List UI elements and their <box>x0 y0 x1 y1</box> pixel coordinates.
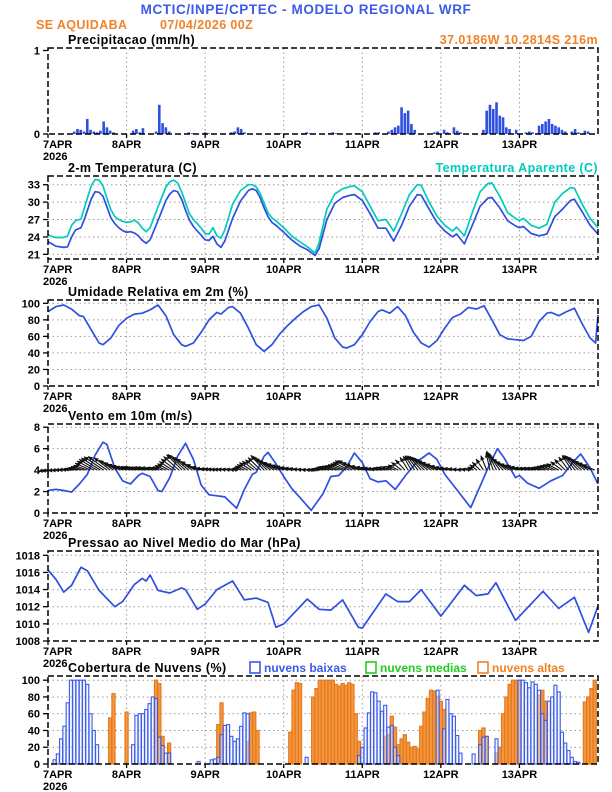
low-cloud-bar <box>394 747 397 764</box>
low-cloud-bar <box>541 714 544 764</box>
low-cloud-bar <box>377 701 380 764</box>
high-cloud-bar <box>583 702 586 764</box>
precip-bar <box>155 131 158 134</box>
low-cloud-bar <box>63 726 66 764</box>
precip-bar <box>495 102 498 134</box>
run-datetime: 07/04/2026 00Z <box>160 18 254 32</box>
low-cloud-bar <box>246 714 249 764</box>
low-cloud-bar <box>76 680 79 764</box>
low-cloud-bar <box>358 756 361 764</box>
y-tick-label: 20 <box>27 742 40 755</box>
high-cloud-bar <box>315 689 318 764</box>
x-tick-label: 10APR <box>265 391 302 403</box>
low-cloud-bar <box>73 680 76 764</box>
precip-bar <box>544 121 547 134</box>
high-cloud-bar <box>328 680 331 764</box>
high-cloud-bar <box>292 690 295 764</box>
high-cloud-bar <box>298 684 301 764</box>
low-cloud-bar <box>380 711 383 764</box>
y-tick-label: 20 <box>27 364 40 377</box>
precip-bar <box>86 119 89 134</box>
low-cloud-bar <box>518 680 521 764</box>
high-cloud-bar <box>295 683 298 764</box>
x-tick-label: 9APR <box>190 769 220 781</box>
precip-bar <box>554 126 557 134</box>
high-cloud-bar <box>511 680 514 764</box>
low-cloud-bar <box>564 743 567 764</box>
x-axis-year-label: 2026 <box>43 151 68 163</box>
low-cloud-bar <box>148 704 151 764</box>
low-cloud-bar <box>96 745 99 764</box>
legend-swatch-mid-clouds <box>366 662 376 673</box>
x-tick-label: 12APR <box>423 264 459 276</box>
high-cloud-bar <box>354 714 357 764</box>
x-tick-label: 8APR <box>111 264 142 276</box>
high-cloud-bar <box>344 685 347 764</box>
high-cloud-bar <box>433 691 436 764</box>
precip-bar <box>538 126 541 134</box>
low-cloud-bar <box>521 680 524 764</box>
precip-bar <box>109 131 112 134</box>
precip-bar <box>489 105 492 134</box>
precip-bar <box>508 129 511 134</box>
precip-bar <box>498 116 501 134</box>
high-cloud-bar <box>407 742 410 764</box>
precip-bar <box>158 105 161 134</box>
x-tick-label: 11APR <box>344 518 380 530</box>
low-cloud-bar <box>60 739 63 764</box>
low-cloud-bar <box>145 710 148 764</box>
y-tick-label: 1014 <box>15 584 40 597</box>
precip-bar <box>191 133 194 134</box>
low-cloud-bar <box>132 745 135 764</box>
high-cloud-bar <box>593 680 596 764</box>
x-tick-label: 11APR <box>344 139 380 151</box>
precip-bar <box>485 111 488 134</box>
high-cloud-bar <box>416 749 419 764</box>
low-cloud-bar <box>367 713 370 764</box>
precip-bar <box>548 119 551 134</box>
x-tick-label: 7APR <box>43 769 73 781</box>
low-cloud-bar <box>472 754 475 764</box>
x-tick-label: 9APR <box>190 139 220 151</box>
high-cloud-bar <box>348 683 351 764</box>
low-cloud-bar <box>570 757 573 764</box>
precip-bar <box>394 127 397 134</box>
low-cloud-bar <box>151 697 154 764</box>
legend-label-low-clouds: nuvens baixas <box>264 661 347 675</box>
high-cloud-bar <box>508 684 511 764</box>
precip-bar <box>240 129 243 134</box>
y-tick-label: 60 <box>27 708 40 721</box>
clouds-title: Cobertura de Nuvens (%) <box>68 661 227 675</box>
high-cloud-bar <box>429 690 432 764</box>
low-cloud-bar <box>544 720 547 764</box>
station-name: SE AQUIDABA <box>36 18 128 32</box>
y-tick-label: 21 <box>27 249 40 262</box>
high-cloud-bar <box>423 712 426 764</box>
low-cloud-bar <box>243 713 246 764</box>
x-tick-label: 10APR <box>265 264 302 276</box>
high-cloud-bar <box>289 732 292 764</box>
low-cloud-bar <box>547 701 550 764</box>
x-tick-label: 9APR <box>190 518 220 530</box>
x-axis-year-label: 2026 <box>43 658 68 670</box>
y-tick-label: 100 <box>21 675 40 688</box>
x-tick-label: 9APR <box>190 646 220 658</box>
high-cloud-bar <box>439 701 442 764</box>
pressure-title: Pressao ao Nivel Medio do Mar (hPa) <box>68 536 301 550</box>
y-tick-label: 33 <box>27 179 40 192</box>
precip-bar <box>492 109 495 134</box>
y-tick-label: 0 <box>33 129 40 141</box>
humidity-title: Umidade Relativa em 2m (%) <box>68 285 249 299</box>
x-tick-label: 7APR <box>43 391 73 403</box>
y-tick-label: 100 <box>21 298 40 311</box>
high-cloud-bar <box>587 697 590 764</box>
high-cloud-bar <box>505 697 508 764</box>
x-tick-label: 13APR <box>501 518 538 530</box>
precip-bar <box>135 129 138 134</box>
high-cloud-bar <box>341 684 344 764</box>
low-cloud-bar <box>233 741 236 764</box>
low-cloud-bar <box>83 680 86 764</box>
low-cloud-bar <box>436 690 439 764</box>
high-cloud-bar <box>501 714 504 764</box>
high-cloud-bar <box>351 684 354 764</box>
precip-bar <box>577 132 580 134</box>
panel-frame <box>48 551 598 641</box>
low-cloud-bar <box>89 714 92 764</box>
x-tick-label: 10APR <box>265 139 302 151</box>
y-tick-label: 1018 <box>15 550 40 563</box>
y-tick-label: 1016 <box>15 567 40 580</box>
x-tick-label: 7APR <box>43 139 73 151</box>
x-tick-label: 11APR <box>344 646 380 658</box>
low-cloud-bar <box>236 739 239 764</box>
low-cloud-bar <box>449 714 452 764</box>
x-tick-label: 10APR <box>265 518 302 530</box>
y-tick-label: 30 <box>27 197 40 210</box>
x-tick-label: 8APR <box>111 518 142 530</box>
y-tick-label: 8 <box>33 422 40 435</box>
y-tick-label: 1012 <box>15 601 40 614</box>
precip-bar <box>541 124 544 134</box>
x-tick-label: 8APR <box>111 646 142 658</box>
x-tick-label: 7APR <box>43 646 73 658</box>
y-tick-label: 24 <box>27 231 40 244</box>
high-cloud-bar <box>325 680 328 764</box>
y-tick-label: 4 <box>33 465 40 478</box>
low-cloud-bar <box>479 745 482 764</box>
low-cloud-bar <box>384 705 387 764</box>
low-cloud-bar <box>135 715 138 764</box>
precip-bar <box>142 128 145 134</box>
precip-bar <box>102 121 105 134</box>
high-cloud-bar <box>249 713 252 764</box>
x-tick-label: 9APR <box>190 264 220 276</box>
low-cloud-bar <box>456 736 459 764</box>
low-cloud-bar <box>554 685 557 764</box>
wind-panel <box>34 422 598 542</box>
high-cloud-bar <box>125 712 128 764</box>
precip-bar <box>397 126 400 134</box>
low-cloud-bar <box>397 756 400 764</box>
x-tick-label: 11APR <box>344 391 380 403</box>
x-axis-year-label: 2026 <box>43 530 68 542</box>
low-cloud-bar <box>69 680 72 764</box>
high-cloud-bar <box>256 730 259 764</box>
low-cloud-bar <box>364 728 367 764</box>
panel-frame <box>48 48 598 134</box>
high-cloud-bar <box>400 739 403 764</box>
low-cloud-bar <box>387 727 390 764</box>
high-cloud-bar <box>403 735 406 764</box>
high-cloud-bar <box>420 726 423 764</box>
low-cloud-bar <box>164 753 167 764</box>
y-tick-label: 6 <box>33 443 40 456</box>
precip-bar <box>106 127 109 134</box>
low-cloud-bar <box>210 760 213 764</box>
low-cloud-bar <box>217 757 220 764</box>
high-cloud-bar <box>338 686 341 764</box>
low-cloud-bar <box>161 746 164 764</box>
precip-bar <box>410 124 413 134</box>
x-tick-label: 8APR <box>111 769 142 781</box>
y-tick-label: 60 <box>27 331 40 344</box>
low-cloud-bar <box>158 737 161 764</box>
low-cloud-bar <box>305 757 308 764</box>
low-cloud-bar <box>524 683 527 764</box>
precip-bar <box>433 132 436 134</box>
pressure-panel <box>16 550 598 670</box>
low-cloud-bar <box>495 739 498 764</box>
precip-bar <box>73 131 76 134</box>
y-tick-label: 27 <box>27 214 40 227</box>
wind-title: Vento em 10m (m/s) <box>68 409 193 423</box>
umidade-relativa-em-2m-line <box>48 305 598 351</box>
precip-bar <box>453 127 456 134</box>
low-cloud-bar <box>79 680 82 764</box>
x-tick-label: 13APR <box>501 391 538 403</box>
precip-bar <box>161 123 164 134</box>
precip-bar <box>165 127 168 134</box>
precip-bar <box>502 117 505 134</box>
low-cloud-bar <box>220 735 223 764</box>
y-tick-label: 0 <box>33 381 40 393</box>
low-cloud-bar <box>213 759 216 764</box>
pressao-ao-nivel-medio-do-mar-line <box>48 567 598 632</box>
high-cloud-bar <box>318 680 321 764</box>
x-tick-label: 12APR <box>423 139 459 151</box>
high-cloud-bar <box>321 680 324 764</box>
legend-label-mid-clouds: nuvens medias <box>380 661 467 675</box>
high-cloud-bar <box>334 684 337 764</box>
x-tick-label: 13APR <box>501 646 538 658</box>
low-cloud-bar <box>155 699 158 764</box>
legend-swatch-low-clouds <box>250 662 260 673</box>
low-cloud-bar <box>56 754 59 764</box>
low-cloud-bar <box>485 736 488 764</box>
y-tick-label: 40 <box>27 347 40 360</box>
x-axis-year-label: 2026 <box>43 781 68 792</box>
low-cloud-bar <box>227 725 230 764</box>
y-tick-label: 40 <box>27 725 40 738</box>
precip-bar <box>83 131 86 134</box>
high-cloud-bar <box>590 689 593 764</box>
page-title: MCTIC/INPE/CPTEC - MODELO REGIONAL WRF <box>140 2 472 17</box>
low-cloud-bar <box>459 753 462 764</box>
low-cloud-bar <box>551 697 554 764</box>
high-cloud-bar <box>109 718 112 764</box>
high-cloud-bar <box>312 697 315 764</box>
low-cloud-bar <box>567 751 570 764</box>
low-cloud-bar <box>141 714 144 764</box>
y-tick-label: 2 <box>33 486 40 499</box>
precipitation-panel <box>34 46 598 163</box>
high-cloud-bar <box>426 699 429 764</box>
x-tick-label: 10APR <box>265 769 302 781</box>
low-cloud-bar <box>361 747 364 764</box>
low-cloud-bar <box>443 729 446 764</box>
x-axis-year-label: 2026 <box>43 276 68 288</box>
x-tick-label: 13APR <box>501 769 538 781</box>
wind-arrow-head <box>456 468 461 472</box>
low-cloud-bar <box>531 682 534 764</box>
y-tick-label: 1 <box>33 45 40 58</box>
legend-swatch-high-clouds <box>478 662 488 673</box>
x-tick-label: 9APR <box>190 391 220 403</box>
x-tick-label: 12APR <box>423 769 459 781</box>
high-cloud-bar <box>498 747 501 764</box>
low-cloud-bar <box>92 730 95 764</box>
low-cloud-bar <box>390 725 393 764</box>
precip-bar <box>407 111 410 134</box>
x-tick-label: 13APR <box>501 264 538 276</box>
high-cloud-bar <box>410 747 413 764</box>
precip-bar <box>505 127 508 134</box>
low-cloud-bar <box>538 690 541 764</box>
x-tick-label: 13APR <box>501 139 538 151</box>
low-cloud-bar <box>371 692 374 764</box>
clouds-panel <box>22 675 598 792</box>
precip-bar <box>237 127 240 134</box>
y-tick-label: 0 <box>33 759 40 771</box>
low-cloud-bar <box>560 732 563 764</box>
precip-bar <box>404 113 407 134</box>
x-tick-label: 10APR <box>265 646 302 658</box>
high-cloud-bar <box>515 680 518 764</box>
x-tick-label: 11APR <box>344 264 380 276</box>
x-tick-label: 7APR <box>43 264 73 276</box>
precipitation-title: Precipitacao (mm/h) <box>68 33 196 47</box>
precip-bar <box>400 107 403 134</box>
legend-label-high-clouds: nuvens altas <box>492 661 565 675</box>
low-cloud-bar <box>452 716 455 764</box>
low-cloud-bar <box>223 725 226 764</box>
humidity-panel <box>22 298 598 415</box>
x-tick-label: 7APR <box>43 518 73 530</box>
precip-bar <box>574 129 577 134</box>
precip-bar <box>557 127 560 134</box>
temperature-title: 2-m Temperatura (C) <box>68 161 197 175</box>
low-cloud-bar <box>534 684 537 764</box>
y-tick-label: 1010 <box>15 618 40 631</box>
low-cloud-bar <box>66 703 69 764</box>
x-axis-year-label: 2026 <box>43 403 68 415</box>
low-cloud-bar <box>240 726 243 764</box>
low-cloud-bar <box>557 692 560 764</box>
temperature-panel <box>28 176 598 288</box>
x-tick-label: 8APR <box>111 391 142 403</box>
low-cloud-bar <box>86 684 89 764</box>
x-tick-label: 12APR <box>423 646 459 658</box>
low-cloud-bar <box>168 753 171 764</box>
station-coordinates: 37.0186W 10.2814S 216m <box>439 33 598 47</box>
precip-bar <box>76 129 79 134</box>
high-cloud-bar <box>331 680 334 764</box>
x-tick-label: 11APR <box>344 769 380 781</box>
low-cloud-bar <box>446 699 449 764</box>
high-cloud-bar <box>253 712 256 764</box>
x-tick-label: 8APR <box>111 139 142 151</box>
y-tick-label: 1008 <box>15 636 40 648</box>
header <box>36 2 471 32</box>
x-tick-label: 12APR <box>423 391 459 403</box>
low-cloud-bar <box>528 688 531 764</box>
high-cloud-bar <box>112 694 115 764</box>
low-cloud-bar <box>374 693 377 764</box>
temperatura-aparente-c--line <box>48 180 598 254</box>
low-cloud-bar <box>482 737 485 764</box>
vento-em-10m-line <box>48 442 598 510</box>
y-tick-label: 80 <box>27 691 40 704</box>
precip-bar <box>551 124 554 134</box>
high-cloud-bar <box>413 746 416 764</box>
x-tick-label: 12APR <box>423 518 459 530</box>
low-cloud-bar <box>138 714 141 764</box>
low-cloud-bar <box>230 736 233 764</box>
y-tick-label: 80 <box>27 314 40 327</box>
apparent-temperature-title: Temperatura Aparente (C) <box>435 161 598 175</box>
y-tick-label: 0 <box>33 508 40 520</box>
